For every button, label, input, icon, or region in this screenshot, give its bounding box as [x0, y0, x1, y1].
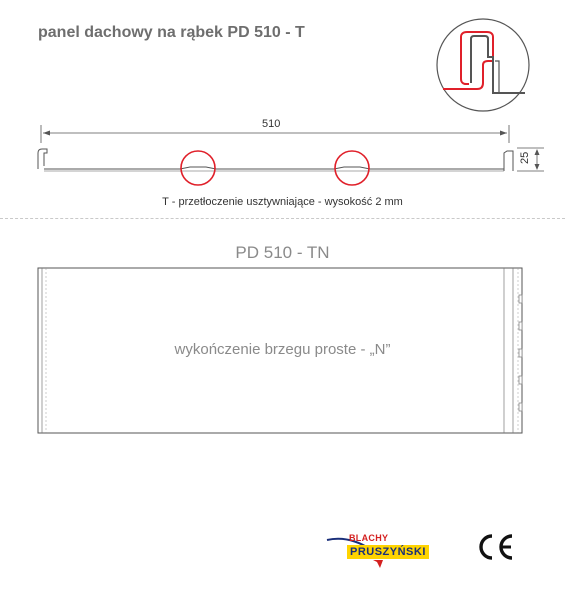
company-logo	[325, 532, 425, 572]
logo-top-text: BLACHY	[349, 533, 389, 543]
width-dimension-label: 510	[262, 118, 281, 130]
page-title: panel dachowy na rąbek PD 510 - T	[38, 24, 305, 41]
rib-caption: T - przetłoczenie usztywniające - wysokość 2 mm	[162, 196, 403, 208]
panel-title: PD 510 - TN	[235, 243, 330, 262]
edge-finish-label: wykończenie brzegu proste - „N”	[174, 341, 391, 358]
height-dimension-label: 25	[519, 151, 531, 164]
ce-mark-icon	[476, 533, 516, 561]
logo-bottom-text: PRUSZYŃSKI	[347, 545, 429, 559]
